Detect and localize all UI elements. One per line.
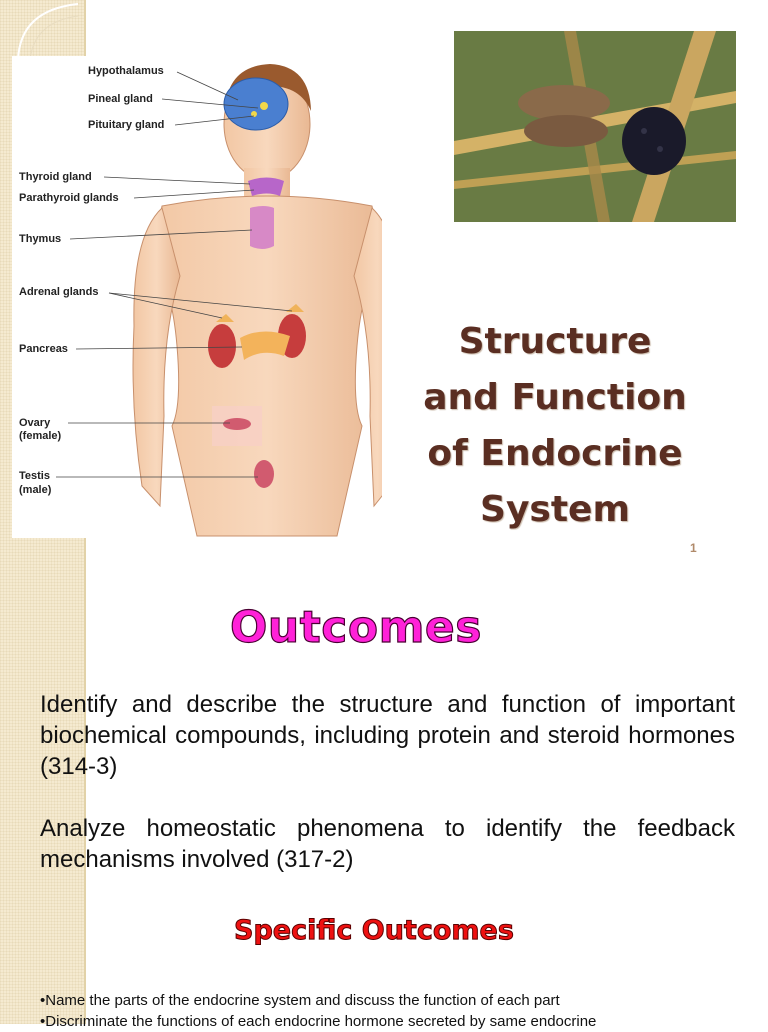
label-adrenal-glands: Adrenal glands (19, 286, 99, 298)
label-ovary-note: (female) (19, 430, 62, 442)
outcome-paragraph-2: Analyze homeostatic phenomena to identify the feedback mechanisms involved (317-2) (40, 815, 735, 873)
bullet-item-2: •Discriminate the functions of each endocrine hormone secreted by same endocrine (40, 1013, 597, 1030)
specific-outcomes-heading: Specific Outcomes (234, 915, 514, 946)
label-testis-note: (male) (19, 484, 52, 496)
title-line-1: Structure (458, 321, 652, 362)
outcomes-heading: Outcomes (230, 602, 482, 653)
label-thymus: Thymus (19, 233, 62, 245)
label-ovary: Ovary (19, 417, 51, 429)
slide-title (404, 314, 706, 538)
frogs-photo (454, 31, 736, 222)
decorative-curl (10, 0, 80, 60)
title-line-4: System (480, 489, 630, 530)
outcome-paragraph-1: Identify and describe the structure and function of important biochemical compounds, including protein and steroid hormones (314-3) (40, 691, 735, 780)
label-thyroid-gland: Thyroid gland (19, 171, 92, 183)
label-pineal-gland: Pineal gland (88, 93, 153, 105)
label-pancreas: Pancreas (19, 343, 68, 355)
label-parathyroid-glands: Parathyroid glands (19, 192, 119, 204)
slide-number: 1 (690, 541, 697, 555)
label-testis: Testis (19, 470, 50, 482)
label-hypothalamus: Hypothalamus (88, 65, 164, 77)
title-line-3: of Endocrine (427, 433, 683, 474)
title-line-2: and Function (423, 377, 687, 418)
bullet-item-1: •Name the parts of the endocrine system and discuss the function of each part (40, 992, 560, 1009)
label-pituitary-gland: Pituitary gland (88, 119, 165, 131)
endocrine-system-figure (12, 56, 382, 538)
